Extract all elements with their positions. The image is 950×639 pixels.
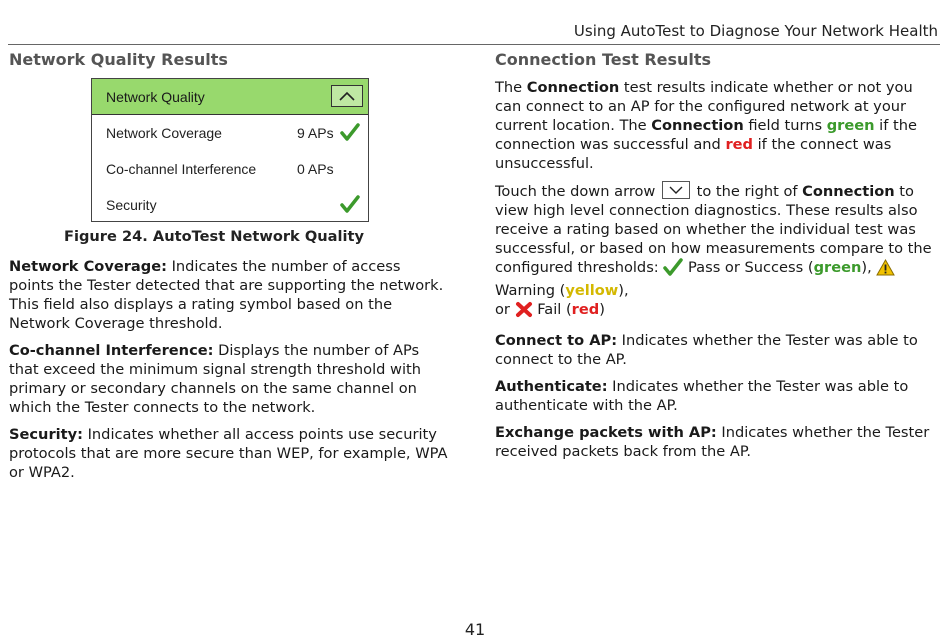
- running-header: Using AutoTest to Diagnose Your Network Health: [573, 22, 938, 40]
- right-column: [495, 50, 940, 469]
- text-run: Connection: [651, 117, 744, 134]
- connection-intro-paragraph: [495, 78, 940, 173]
- green-word: green: [813, 259, 862, 276]
- text-run: The: [495, 79, 527, 96]
- definition-term: Authenticate:: [495, 378, 608, 395]
- check-icon: [340, 123, 360, 146]
- definition-term: Connect to AP:: [495, 332, 618, 349]
- text-run: Touch the down arrow: [495, 183, 660, 200]
- yellow-word: yellow: [565, 282, 619, 299]
- down-arrow-button[interactable]: [662, 181, 690, 199]
- text-run: if the connection was successful and: [495, 117, 917, 153]
- definition-term: Security:: [9, 426, 83, 443]
- figure-row-value: 0 APs: [297, 161, 334, 177]
- figure-panel-title: Network Quality: [106, 89, 205, 105]
- definition-authenticate: [495, 377, 940, 415]
- figure-row-label: Co-channel Interference: [106, 161, 257, 177]
- text-run: ),: [861, 259, 877, 276]
- text-run: to the right of: [692, 183, 803, 200]
- definition-network-coverage: [9, 257, 449, 333]
- definition-text: Indicates whether the Tester was able to authenticate with the AP.: [495, 378, 909, 414]
- figure-panel-header: [92, 79, 368, 115]
- definition-connect-to-ap: [495, 331, 940, 369]
- text-run: ),: [618, 282, 629, 299]
- text-run: Connection: [526, 79, 620, 96]
- figure-caption: Figure 24. AutoTest Network Quality: [64, 228, 364, 245]
- left-column: [9, 50, 449, 490]
- red-word: red: [725, 136, 753, 153]
- definition-text: Indicates the number of access points the Tester detected that are supporting the network. This field also displays a rating symbol based on the Network Coverage threshold.: [9, 258, 444, 332]
- definition-text: Indicates whether the Tester was able to connect to the AP.: [495, 332, 918, 368]
- text-run: Pass or Success (: [683, 259, 814, 276]
- chevron-down-icon: [663, 182, 689, 198]
- collapse-button[interactable]: [331, 85, 363, 107]
- definition-text: Displays the number of APs that exceed the minimum signal strength threshold with primary or secondary channels on the same channel on which the Tester connects to the network.: [9, 342, 421, 416]
- chevron-up-icon: [332, 86, 362, 106]
- definition-co-channel: [9, 341, 449, 417]
- figure-row-label: Security: [106, 197, 157, 213]
- definition-exchange-packets: [495, 423, 940, 461]
- definition-text: Indicates whether the Tester received packets back from the AP.: [495, 424, 930, 460]
- section-title-network-quality: Network Quality Results: [9, 50, 228, 69]
- red-word: red: [571, 301, 600, 318]
- fail-x-icon: [515, 301, 533, 323]
- network-quality-figure: [91, 78, 369, 222]
- connection-diagnostics-paragraph: [495, 181, 940, 323]
- figure-row-label: Network Coverage: [106, 125, 222, 141]
- green-word: green: [826, 117, 875, 134]
- check-icon: [340, 195, 360, 218]
- definition-term: Exchange packets with AP:: [495, 424, 717, 441]
- text-run: field turns: [743, 117, 827, 134]
- text-run: or: [495, 301, 515, 318]
- text-run: Fail (: [532, 301, 572, 318]
- definition-term: Co-channel Interference:: [9, 342, 214, 359]
- warning-icon: [876, 259, 895, 281]
- figure-row-co-channel: [92, 151, 368, 187]
- text-run: if the connect was unsuccessful.: [495, 136, 892, 172]
- page-number: 41: [464, 620, 486, 639]
- definition-term: Network Coverage:: [9, 258, 167, 275]
- figure-row-value: 9 APs: [297, 125, 334, 141]
- text-run: test results indicate whether or not you can connect to an AP for the configured network at your current location. The: [495, 79, 913, 134]
- text-run: to view high level connection diagnostics. These results also receive a rating based on whether the individual test was successful, or based on how measurements compare to the configured thresholds:: [495, 183, 932, 276]
- section-title-connection: Connection Test Results: [495, 50, 712, 69]
- figure-row-network-coverage: [92, 115, 368, 151]
- check-icon: [663, 258, 683, 281]
- text-run: Warning (: [495, 282, 566, 299]
- text-run: ): [599, 301, 605, 318]
- figure-row-security: [92, 187, 368, 223]
- definition-security: [9, 425, 449, 482]
- definition-text: Indicates whether all access points use security protocols that are more secure than WEP, for example, WPA or WPA2.: [9, 426, 448, 481]
- text-run: Connection: [802, 183, 895, 200]
- header-rule: [8, 44, 940, 45]
